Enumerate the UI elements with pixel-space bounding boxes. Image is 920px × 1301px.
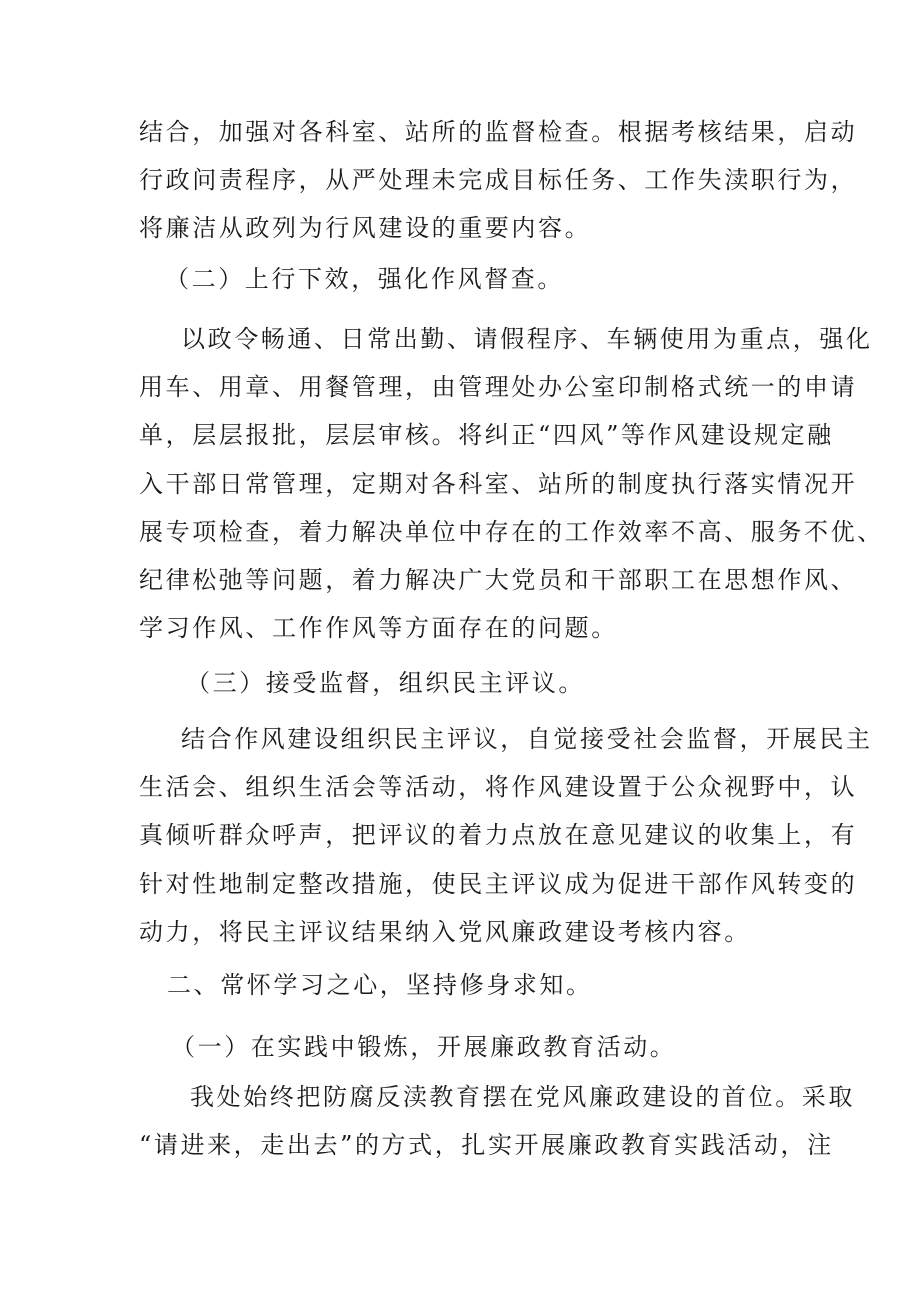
section-heading: 二、常怀学习之心，坚持修身求知。 [167, 971, 593, 999]
text-line: 针对性地制定整改措施，使民主评议成为促进干部作风转变的 [139, 870, 858, 898]
text-line: 入干部日常管理，定期对各科室、站所的制度执行落实情况开 [139, 470, 858, 498]
text-line: 结合作风建设组织民主评议，自觉接受社会监督，开展民主 [181, 725, 873, 753]
text-line: 将廉洁从政列为行风建设的重要内容。 [139, 214, 592, 242]
text-line: 纪律松弛等问题，着力解决广大党员和干部职工在思想作风、 [139, 566, 858, 594]
text-line: 学习作风、工作作风等方面存在的问题。 [139, 614, 618, 642]
text-line: 真倾听群众呼声，把评议的着力点放在意见建议的收集上，有 [139, 821, 858, 849]
text-line: 单，层层报批，层层审核。将纠正“四风”等作风建设规定融 [139, 421, 834, 449]
section-heading: （一）在实践中锻炼，开展廉政教育活动。 [171, 1033, 677, 1061]
text-line: “请进来，走出去”的方式，扎实开展廉政教育实践活动，注 [139, 1131, 834, 1159]
section-heading: （二）上行下效，强化作风督查。 [165, 265, 564, 293]
text-line: 动力，将民主评议结果纳入党风廉政建设考核内容。 [139, 918, 751, 946]
text-line: 生活会、组织生活会等活动，将作风建设置于公众视野中，认 [139, 773, 858, 801]
text-line: 展专项检查，着力解决单位中存在的工作效率不高、服务不优、 [139, 518, 884, 546]
text-line: 我处始终把防腐反渎教育摆在党风廉政建设的首位。采取 [190, 1083, 855, 1111]
text-line: 以政令畅通、日常出勤、请假程序、车辆使用为重点，强化 [181, 325, 873, 353]
text-line: 用车、用章、用餐管理，由管理处办公室印制格式统一的申请 [139, 373, 858, 401]
text-line: 行政问责程序，从严处理未完成目标任务、工作失渎职行为， [139, 166, 858, 194]
text-line: 结合，加强对各科室、站所的监督检查。根据考核结果，启动 [139, 118, 858, 146]
section-heading: （三）接受监督，组织民主评议。 [186, 669, 585, 697]
